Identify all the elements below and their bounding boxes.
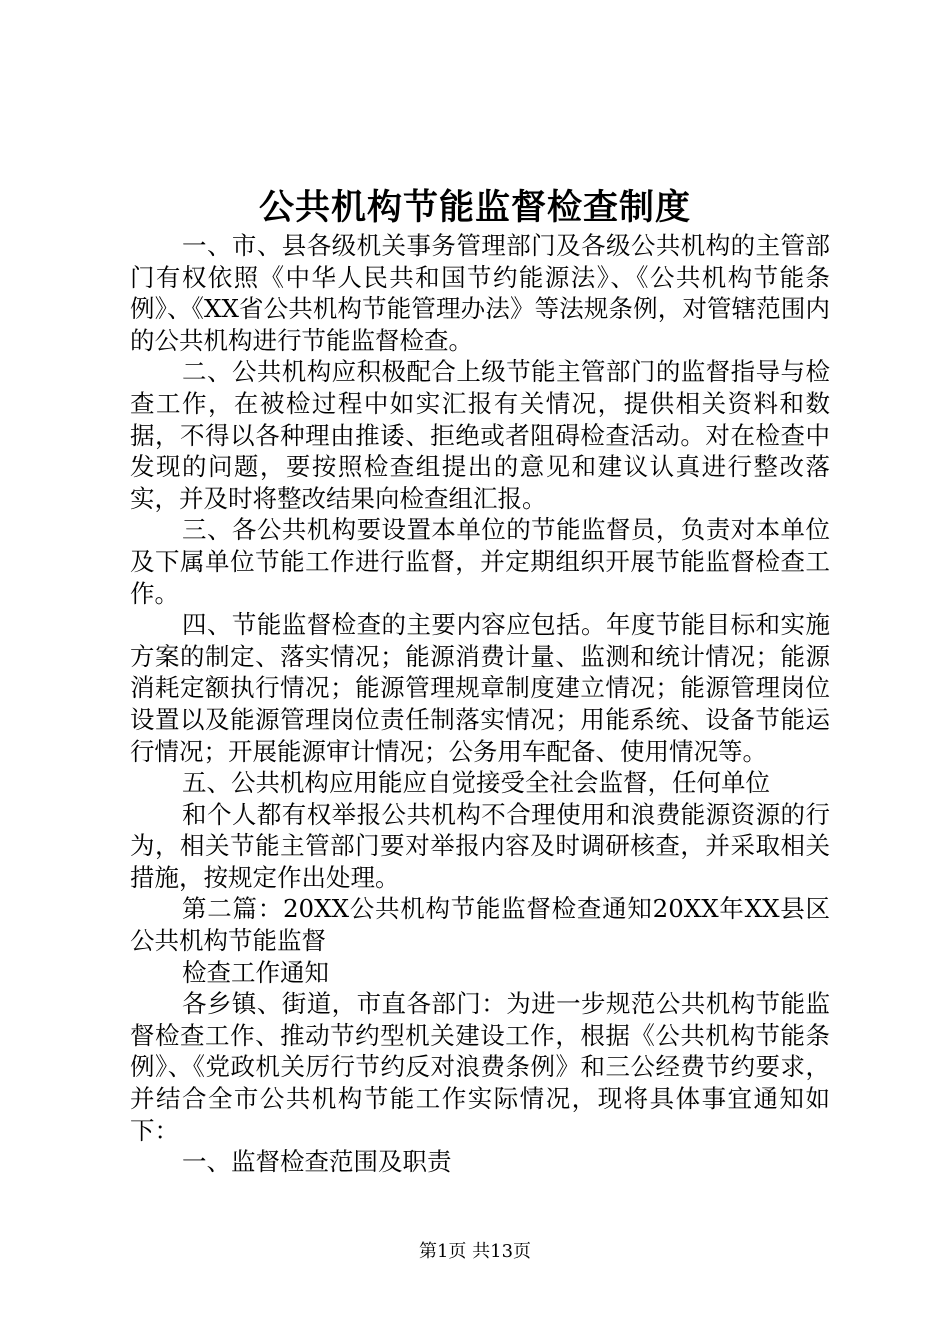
paragraph-6: 和个人都有权举报公共机构不合理使用和浪费能源资源的行为，相关节能主管部门要对举报内容及时调研核查，并采取相关措施，按规定作出处理。 bbox=[130, 799, 830, 892]
paragraph-1: 一、市、县各级机关事务管理部门及各级公共机构的主管部门有权依照《中华人民共和国节约能源法》、《公共机构节能条例》、《XX省公共机构节能管理办法》等法规条例，对管辖范围内的公共机构进行节能监督检查。 bbox=[130, 231, 830, 355]
paragraph-10: 一、监督检查范围及职责 bbox=[182, 1147, 452, 1177]
document-title: 公共机构节能监督检查制度 bbox=[258, 187, 691, 228]
paragraph-9: 各乡镇、街道，市直各部门：为进一步规范公共机构节能监督检查工作、推动节约型机关建设工作，根据《公共机构节能条例》、《党政机关厉行节约反对浪费条例》和三公经费节约要求，并结合全市公共机构节能工作实际情况，现将具体事宜通知如下： bbox=[130, 989, 830, 1145]
paragraph-8: 检查工作通知 bbox=[182, 957, 329, 987]
paragraph-2: 二、公共机构应积极配合上级节能主管部门的监督指导与检查工作，在被检过程中如实汇报有关情况，提供相关资料和数据，不得以各种理由推诿、拒绝或者阻碍检查活动。对在检查中发现的问题，要按照检查组提出的意见和建议认真进行整改落实，并及时将整改结果向检查组汇报。 bbox=[130, 357, 830, 513]
paragraph-4: 四、节能监督检查的主要内容应包括。年度节能目标和实施方案的制定、落实情况；能源消费计量、监测和统计情况；能源消耗定额执行情况；能源管理规章制度建立情况；能源管理岗位设置以及能源管理岗位责任制落实情况；用能系统、设备节能运行情况；开展能源审计情况；公务用车配备、使用情况等。 bbox=[130, 610, 830, 766]
paragraph-7: 第二篇：20XX公共机构节能监督检查通知20XX年XX县区公共机构节能监督 bbox=[130, 894, 830, 956]
document-body bbox=[130, 230, 830, 1178]
paragraph-5: 五、公共机构应用能应自觉接受全社会监督，任何单位 bbox=[182, 768, 770, 798]
paragraph-3: 三、各公共机构要设置本单位的节能监督员，负责对本单位及下属单位节能工作进行监督，并定期组织开展节能监督检查工作。 bbox=[130, 515, 830, 608]
page-number-footer: 第1页 共13页 bbox=[418, 1241, 532, 1262]
